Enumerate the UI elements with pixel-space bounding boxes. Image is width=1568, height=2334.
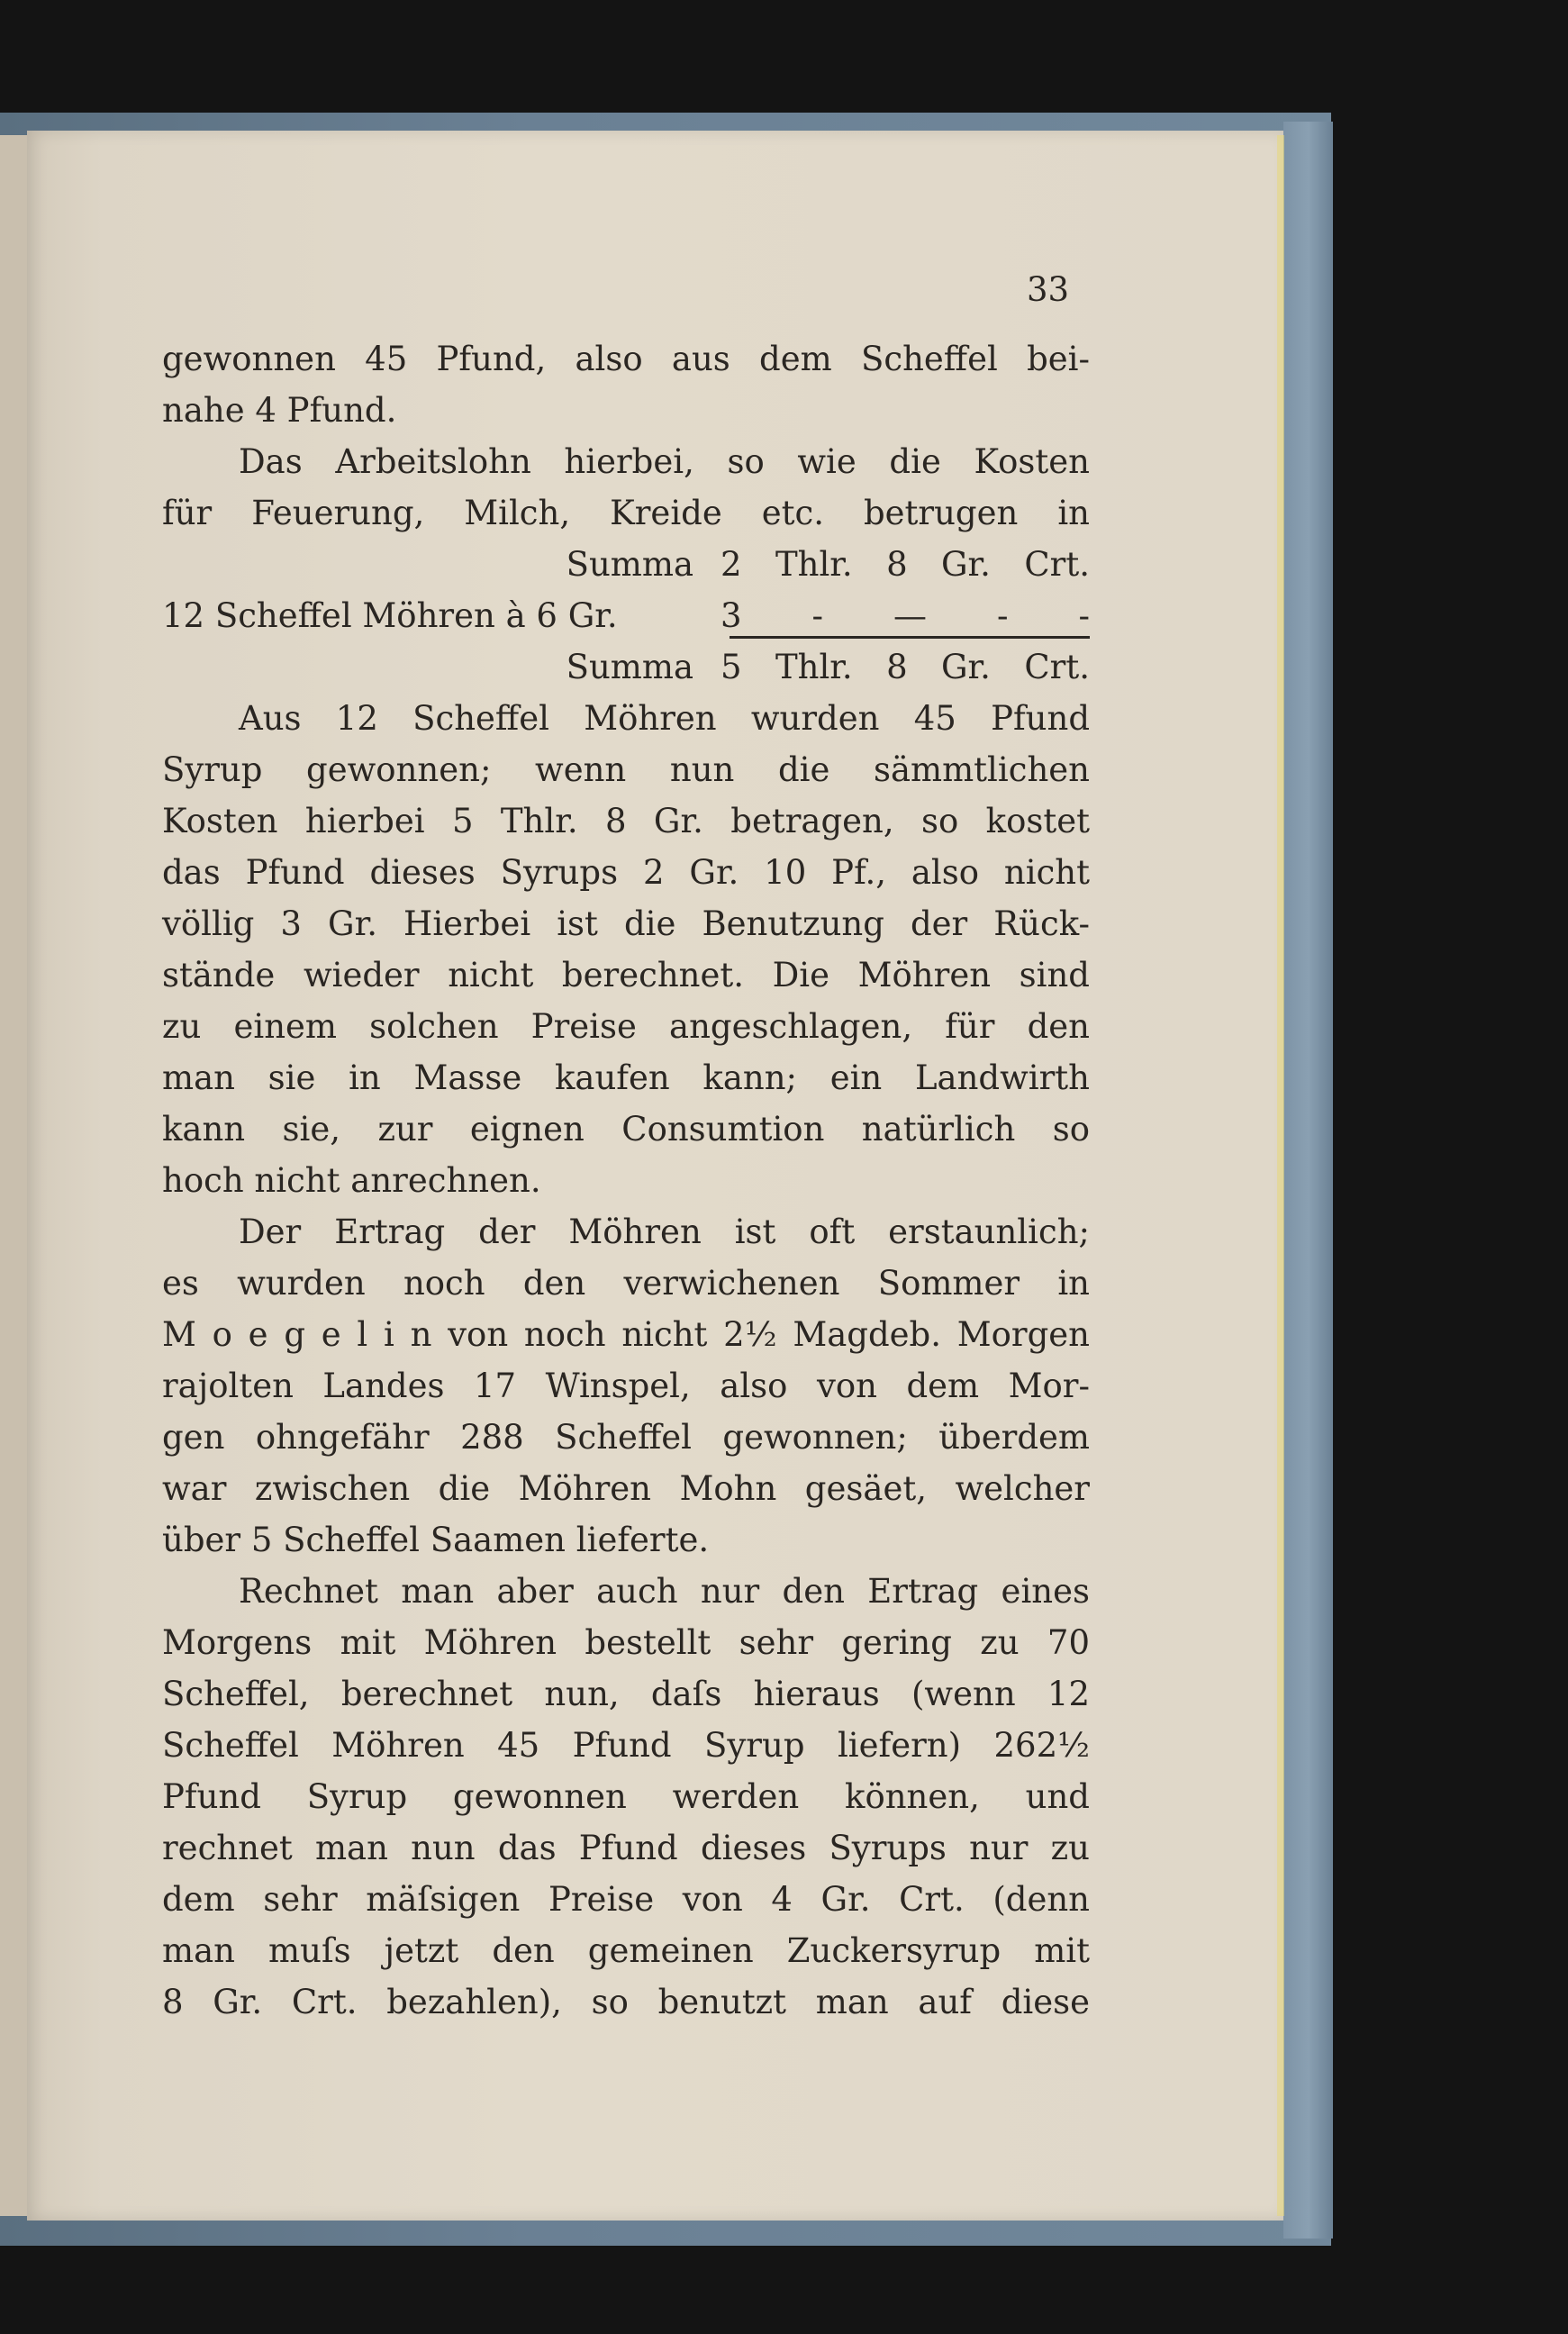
text-line: Kosten hierbei 5 Thlr. 8 Gr. betragen, so kostet [162,802,1090,840]
calc-amount-part: 2 [721,545,742,584]
calc-amount-part: Gr. [941,545,991,584]
calc-amount-part: - [811,596,824,635]
calc-amount-part: Thlr. [775,545,853,584]
page-number: 33 [1027,270,1070,309]
text-line: Der Ertrag der Möhren ist oft erstaunlich; [239,1212,1090,1251]
calc-row-carrots [162,590,1090,641]
text-line: M o e g e l i n von noch nicht 2½ Magdeb. Morgen [162,1315,1090,1354]
calc-amount-part: Thlr. [775,648,853,686]
text-line: es wurden noch den verwichenen Sommer in [162,1264,1090,1303]
text-line: kann sie, zur eignen Consumtion natürlich so [162,1110,1090,1149]
text-line: völlig 3 Gr. Hierbei ist die Benutzung der Rück- [162,904,1090,943]
calc-amount-part: 3 [721,596,742,635]
text-line: Morgens mit Möhren bestellt sehr gering zu 70 [162,1623,1090,1662]
text-line: gewonnen 45 Pfund, also aus dem Scheffel bei- [162,340,1090,378]
calc-amount-part: Crt. [1024,648,1090,686]
calc-amount [721,590,1090,641]
text-line: nahe 4 Pfund. [162,391,397,430]
text-line: das Pfund dieses Syrups 2 Gr. 10 Pf., also nicht [162,853,1090,892]
calc-amount-part: - [996,596,1009,635]
text-line: dem sehr mäſsigen Preise von 4 Gr. Crt. (denn [162,1880,1090,1919]
calc-amount-part: - [1078,596,1090,635]
text-line: Aus 12 Scheffel Möhren wurden 45 Pfund [239,699,1090,738]
text-line: war zwischen die Möhren Mohn gesäet, welcher [162,1469,1090,1508]
page-edge [1277,135,1284,2216]
calc-amount-part: — [893,596,927,635]
text-line: Scheffel, berechnet nun, daſs hieraus (wenn 12 [162,1675,1090,1713]
previous-page-edge [0,135,27,2216]
text-line: über 5 Scheffel Saamen lieferte. [162,1521,710,1559]
text-line: für Feuerung, Milch, Kreide etc. betrugen in [162,494,1090,532]
calc-row-total [162,641,1090,693]
calc-amount-part: 5 [721,648,742,686]
calc-label: 12 Scheffel Möhren à 6 Gr. [162,596,618,635]
text-line: zu einem solchen Preise angeschlagen, für den [162,1007,1090,1046]
book-cover-edge [1283,122,1333,2239]
text-line: hoch nicht anrechnen. [162,1161,541,1200]
calc-label: Summa [566,648,693,686]
text-line: Scheffel Möhren 45 Pfund Syrup liefern) 262½ [162,1726,1090,1765]
calc-amount-part: Crt. [1024,545,1090,584]
calc-amount [721,539,1090,590]
calc-amount-part: Gr. [941,648,991,686]
text-line: Rechnet man aber auch nur den Ertrag eines [239,1572,1090,1611]
calc-amount-part: 8 [886,648,908,686]
calc-amount [721,641,1090,693]
text-line: man muſs jetzt den gemeinen Zuckersyrup mit [162,1931,1090,1970]
calc-row-subtotal [162,539,1090,590]
text-line: gen ohngefähr 288 Scheffel gewonnen; überdem [162,1418,1090,1457]
calc-label: Summa [566,545,693,584]
text-line: Das Arbeitslohn hierbei, so wie die Kosten [239,442,1090,481]
text-line: rajolten Landes 17 Winspel, also von dem Mor- [162,1367,1090,1405]
text-line: Syrup gewonnen; wenn nun die sämmtlichen [162,750,1090,789]
text-line: stände wieder nicht berechnet. Die Möhren sind [162,956,1090,994]
text-line: Pfund Syrup gewonnen werden können, und [162,1777,1090,1816]
text-line: man sie in Masse kaufen kann; ein Landwirth [162,1058,1090,1097]
text-line: rechnet man nun das Pfund dieses Syrups nur zu [162,1829,1090,1867]
page-text [162,333,1090,2028]
calc-amount-part: 8 [886,545,908,584]
text-line: 8 Gr. Crt. bezahlen), so benutzt man auf diese [162,1983,1090,2021]
